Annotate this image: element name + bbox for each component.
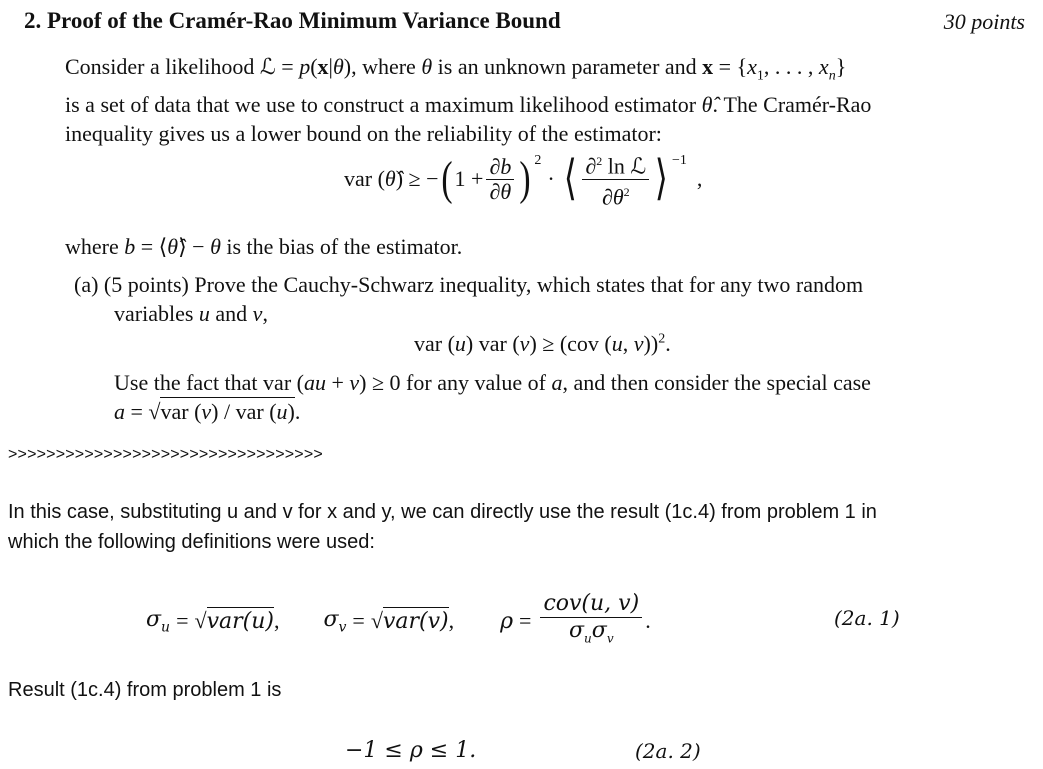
problem-title: 2. Proof of the Cramér-Rao Minimum Variance Bound: [24, 8, 561, 33]
cauchy-schwarz-formula: var (u) var (v) ≥ (cov (u, v))$^2$.: [414, 331, 671, 356]
intro-line-2: is a set of data that we use to construct a maximum likelihood estimator θ̂. The Cramér-Rao: [65, 92, 872, 118]
separator-arrows: >>>>>>>>>>>>>>>>>>>>>>>>>>>>>>>>>: [8, 446, 323, 463]
part-a-hint: [114, 368, 871, 426]
answer-line-1: In this case, substituting u and v for x and y, we can directly use the result (1c.4) from problem 1 in: [8, 501, 877, 523]
intro-paragraph: [65, 52, 871, 148]
part-a-line-1: (a) (5 points) Prove the Cauchy-Schwarz inequality, which states that for any two random: [74, 272, 864, 297]
equation-label-2a2: (2a. 2): [635, 739, 701, 763]
part-a-hint-line-2: a = √var (v) / var (u).: [114, 399, 301, 424]
bias-definition: where b = ⟨θ̂⟩ − θ is the bias of the estimator.: [65, 234, 463, 259]
definitions-equation: $\sigma_u$ = √var(u), $\sigma_v$ = √var(v), ρ = $\frac{\text{cov(u, v)}}{\sigma_u\sigma_v}$ .: [146, 591, 651, 646]
part-a-hint-line-1: Use the fact that var (au + v) ≥ 0 for any value of a, and then consider the special case: [114, 370, 871, 395]
result-text: Result (1c.4) from problem 1 is: [8, 679, 282, 701]
intro-line-3: inequality gives us a lower bound on the reliability of the estimator:: [65, 121, 662, 147]
equation-label-2a1: (2a. 1): [834, 606, 900, 630]
problem-points: 30 points: [943, 9, 1025, 34]
cramer-rao-formula: var (θ̂) ≥ − ( 1 + $\frac{\partial b}{\partial\theta}$ ) 2 · ⟨ $\frac{\partial^2 \ln ℒ}{\partial\theta^2}$ ⟩ −1 ,: [344, 150, 702, 209]
rho-inequality: −1 ≤ ρ ≤ 1.: [345, 738, 477, 763]
answer-line-2: which the following definitions were used:: [8, 531, 375, 553]
part-a: [74, 270, 863, 328]
answer-paragraph: [8, 497, 877, 557]
intro-line-1: Consider a likelihood ℒ = p(x|θ), where θ is an unknown parameter and $x = \{x_1$, . . . , $x_n$}: [65, 54, 847, 84]
part-a-line-2: variables u and v,: [114, 301, 268, 326]
